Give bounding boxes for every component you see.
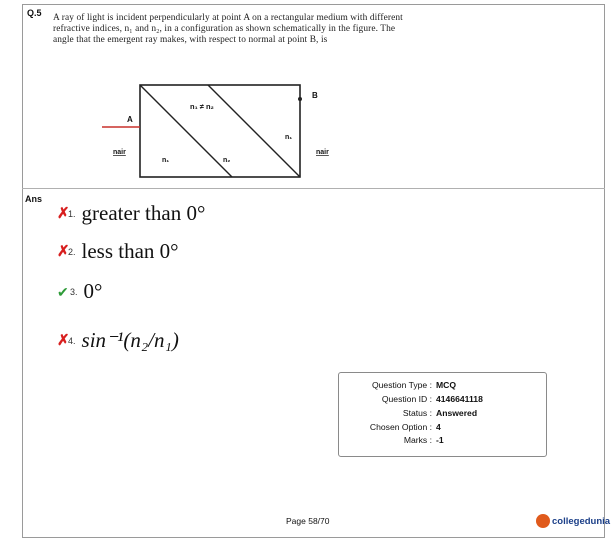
interface-left	[140, 85, 232, 177]
option-text: less than 0°	[81, 239, 179, 263]
question-info-box	[338, 372, 547, 457]
option-text: 0°	[83, 279, 103, 303]
label-n1-right: n₁	[285, 134, 293, 141]
info-key: Question ID :	[381, 394, 432, 404]
info-key: Status :	[402, 408, 432, 418]
question-text: A ray of light is incident perpendicularly at point A on a rectangular medium with different refractive indices, n₁ and n₂, in a configuration as shown schematically in the figure. The angle that the emergent ray makes, with respect to normal at point B, is	[53, 13, 403, 45]
option-3	[57, 279, 102, 304]
option-1	[57, 201, 205, 226]
option-text: greater than 0°	[81, 201, 206, 225]
label-a: A	[127, 115, 133, 124]
info-key: Marks :	[403, 435, 432, 445]
label-n2: n₂	[223, 157, 231, 164]
answer-label: Ans	[25, 194, 43, 204]
page-number: Page 58/70	[286, 516, 330, 526]
question-number: Q.5	[27, 8, 42, 18]
option-4	[57, 328, 179, 353]
option-number: 1.	[68, 208, 76, 219]
label-nair-right: nair	[316, 149, 329, 156]
section-divider	[22, 188, 605, 189]
label-n1-left: n₁	[162, 157, 170, 164]
info-value: MCQ	[436, 380, 457, 390]
cross-icon: ✗	[57, 243, 70, 260]
info-value: Answered	[436, 408, 478, 418]
info-value: 4	[436, 422, 441, 432]
option-2	[57, 239, 179, 264]
check-icon: ✔	[57, 283, 69, 300]
cross-icon: ✗	[57, 205, 70, 222]
info-key: Question Type :	[371, 380, 432, 390]
optics-figure	[98, 82, 348, 182]
info-value: 4146641118	[436, 394, 483, 404]
cross-icon: ✗	[57, 332, 70, 349]
point-b-dot	[298, 97, 302, 101]
option-text: sin⁻¹(n₂/n₁)	[81, 328, 179, 352]
option-number: 4.	[68, 335, 76, 346]
label-b: B	[312, 91, 318, 100]
option-number: 3.	[70, 286, 78, 297]
label-ineq: n₁ ≠ n₂	[190, 102, 214, 111]
interface-right	[208, 85, 300, 177]
info-key: Chosen Option :	[369, 422, 432, 432]
logo-mark-icon	[536, 514, 550, 528]
label-nair-left: nair	[113, 149, 126, 156]
logo-text: collegedunia	[552, 515, 611, 527]
info-value: -1	[436, 435, 444, 445]
collegedunia-logo	[536, 514, 610, 528]
option-number: 2.	[68, 246, 76, 257]
